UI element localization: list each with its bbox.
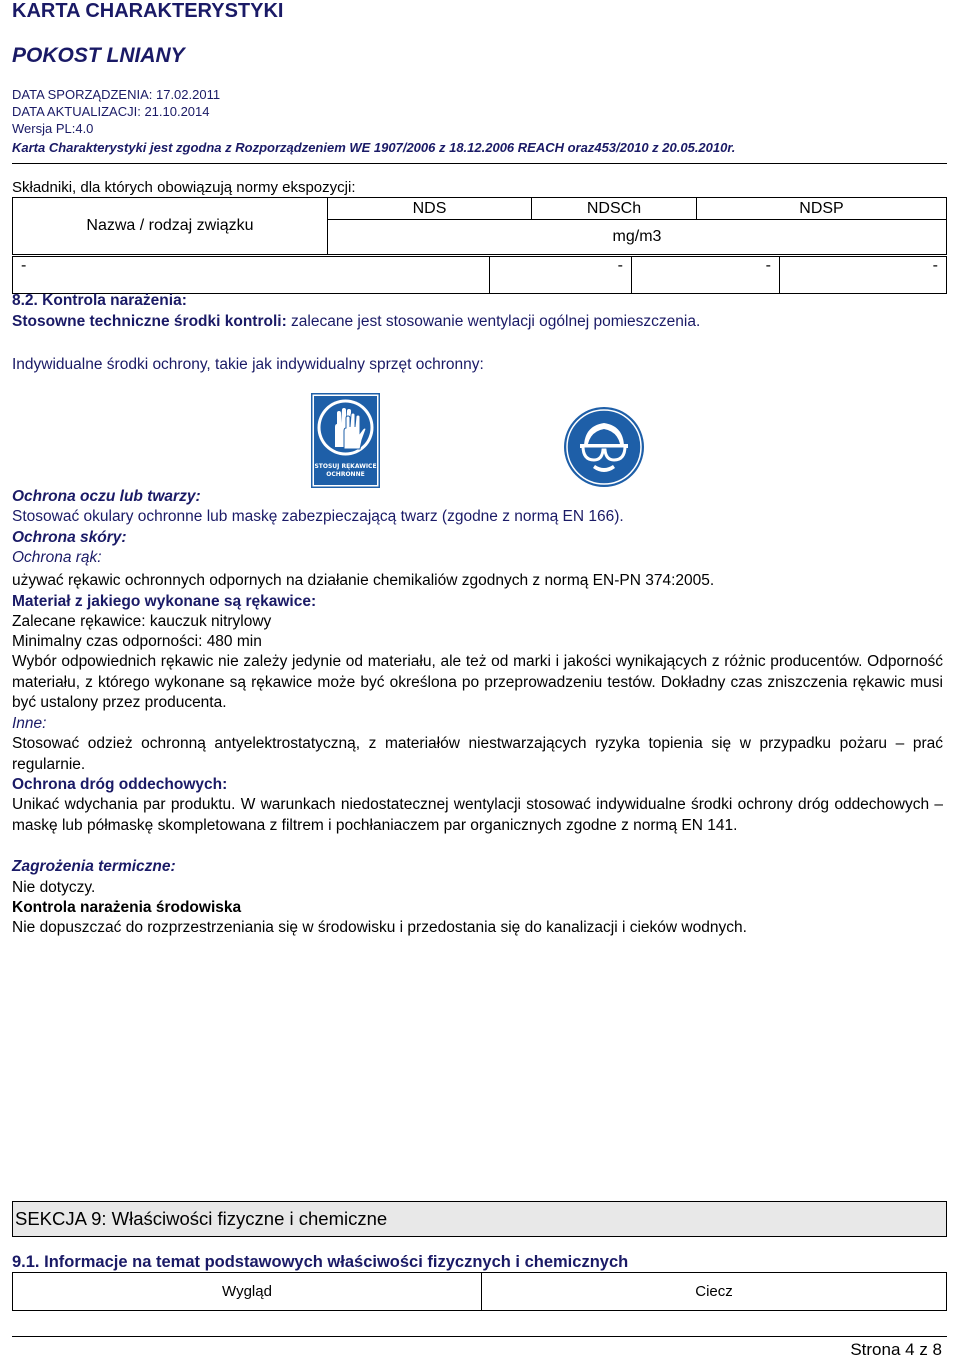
cell-compound: - <box>13 257 490 294</box>
control-heading: 8.2. Kontrola narażenia: <box>12 292 187 309</box>
glove-material-line-2: Minimalny czas odporności: 480 min <box>12 633 262 650</box>
skin-protection-heading: Ochrona skóry: <box>12 529 127 546</box>
respiratory-heading: Ochrona dróg oddechowych: <box>12 776 228 793</box>
protective-gloves-sign-icon <box>311 393 380 488</box>
exposure-table <box>12 197 947 255</box>
hand-protection-heading: Ochrona rąk: <box>12 549 102 566</box>
eye-protection-heading: Ochrona oczu lub twarzy: <box>12 488 201 505</box>
property-label: Wygląd <box>13 1273 482 1311</box>
date-created: DATA SPORZĄDZENIA: 17.02.2011 <box>12 87 221 102</box>
col-compound-name: Nazwa / rodzaj związku <box>13 198 328 255</box>
ppe-intro: Indywidualne środki ochrony, takie jak indywidualny sprzęt ochronny: <box>12 356 484 373</box>
thermal-heading: Zagrożenia termiczne: <box>12 858 176 875</box>
cell-nds: - <box>490 257 632 294</box>
technical-controls <box>12 312 700 332</box>
hand-protection-text: używać rękawic ochronnych odpornych na działanie chemikaliów zgodnych z normą EN-PN 374:2005. <box>12 572 715 589</box>
section-9-1-heading: 9.1. Informacje na temat podstawowych właściwości fizycznych i chemicznych <box>12 1253 629 1271</box>
section-9-title: SEKCJA 9: Właściwości fizyczne i chemiczne <box>12 1201 947 1237</box>
environment-text: Nie dopuszczać do rozprzestrzeniania się w środowisku i przedostania się do kanalizacji i cieków wodnych. <box>12 919 747 936</box>
unit-cell: mg/m3 <box>328 220 947 255</box>
exposure-data-row <box>12 256 947 294</box>
other-text: Stosować odzież ochronną antyelektrostatyczną, z materiałów niestwarzających ryzyka topienia się w przypadku pożaru – prać regularnie. <box>12 735 943 773</box>
respiratory-text: Unikać wdychania par produktu. W warunkach niedostatecznej wentylacji stosować indywidualne środki ochrony dróg oddechowych – maskę lub półmaskę skompletowana z filtrem i pochłaniaczem par organicznych zgodne z normą EN 141. <box>12 796 943 834</box>
header-divider <box>12 163 947 164</box>
version: Wersja PL:4.0 <box>12 121 94 136</box>
document-title: KARTA CHARAKTERYSTYKI <box>12 0 284 22</box>
col-ndsp: NDSP <box>697 198 947 220</box>
exposure-intro: Składniki, dla których obowiązują normy ekspozycji: <box>12 179 356 196</box>
technical-controls-text: zalecane jest stosowanie wentylacji ogólnej pomieszczenia. <box>286 313 701 330</box>
cell-ndsch: - <box>632 257 780 294</box>
glove-material-heading: Materiał z jakiego wykonane są rękawice: <box>12 593 317 610</box>
glove-material-paragraph: Wybór odpowiednich rękawic nie zależy jedynie od materiału, ale też od marki i jakości wynikających z różnic producentów. Odporność materiału, z którego wykonane są rękawice może być określona po przeprowadzeniu testów. Dokładny czas zniszczenia rękawic musi być ustalony przez producenta. <box>12 653 943 711</box>
other-heading: Inne: <box>12 715 47 732</box>
eye-protection-sign-icon <box>563 406 645 488</box>
product-name: POKOST LNIANY <box>12 44 185 67</box>
glove-material-line-1: Zalecane rękawice: kauczuk nitrylowy <box>12 613 272 630</box>
col-nds: NDS <box>328 198 532 220</box>
property-value: Ciecz <box>482 1273 947 1311</box>
technical-controls-label: Stosowne techniczne środki kontroli: <box>12 313 287 330</box>
thermal-text: Nie dotyczy. <box>12 879 96 896</box>
regulation-note: Karta Charakterystyki jest zgodna z Rozporządzeniem WE 1907/2006 z 18.12.2006 REACH oraz453/2010 z 20.05.2010r. <box>12 140 736 155</box>
gloves-sign-caption: STOSUJ RĘKAWICE OCHRONNE <box>314 463 377 478</box>
footer-divider <box>12 1336 947 1337</box>
cell-ndsp: - <box>780 257 947 294</box>
col-ndsch: NDSCh <box>532 198 697 220</box>
eye-protection-text: Stosować okulary ochronne lub maskę zabezpieczającą twarz (zgodne z normą EN 166). <box>12 508 624 525</box>
environment-heading: Kontrola narażenia środowiska <box>12 899 242 916</box>
page-number: Strona 4 z 8 <box>850 1340 942 1359</box>
physical-properties-table <box>12 1272 947 1311</box>
date-updated: DATA AKTUALIZACJI: 21.10.2014 <box>12 104 210 119</box>
